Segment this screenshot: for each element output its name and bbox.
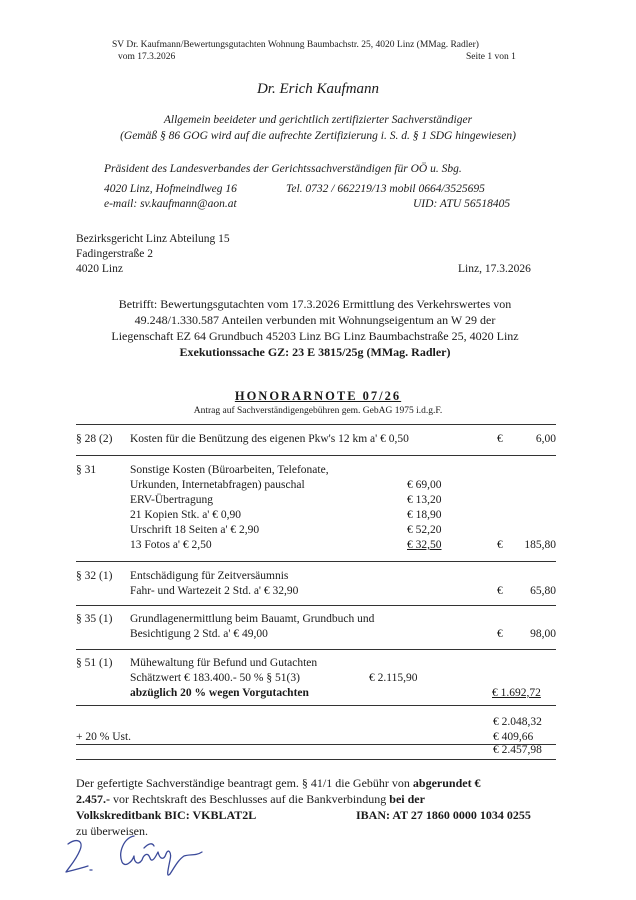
letterhead-uid: UID: ATU 56518405	[413, 198, 511, 210]
item-4-total: 98,00	[530, 628, 556, 640]
item-2-line-3: ERV-Übertragung	[130, 494, 213, 506]
closing-line-1-text: Der gefertigte Sachverständige beantragt gem. § 41/1 die Gebühr von	[76, 776, 413, 790]
recipient-line-1: Bezirksgericht Linz Abteilung 15	[76, 233, 230, 245]
item-2-value-3: € 13,20	[407, 494, 442, 506]
item-2-paragraph: § 31	[76, 464, 97, 476]
closing-line-2-text: vor Rechtskraft des Beschlusses auf die Bankverbindung	[110, 792, 390, 806]
item-2-value-4: € 18,90	[407, 509, 442, 521]
item-2-total: 185,80	[524, 539, 556, 551]
signature-icon	[62, 826, 222, 886]
closing-line-1-amount-label: abgerundet €	[412, 776, 481, 790]
letterhead-email: e-mail: sv.kaufmann@aon.at	[104, 198, 237, 210]
subtotal: € 2.048,32	[493, 716, 542, 728]
item-4-line-2: Besichtigung 2 Std. a' € 49,00	[130, 628, 268, 640]
item-5-line-1: Mühewaltung für Befund und Gutachten	[130, 657, 318, 669]
item-2-value-2: € 69,00	[407, 479, 442, 491]
item-4-line-1: Grundlagenermittlung beim Bauamt, Grundbuch und	[130, 613, 375, 625]
item-5-total: € 1.692,72	[492, 687, 541, 699]
letter-date: Linz, 17.3.2026	[458, 263, 531, 275]
item-5-value: € 2.115,90	[369, 672, 418, 684]
recipient-line-3: 4020 Linz	[76, 263, 123, 275]
item-2-line-6: 13 Fotos a' € 2,50	[130, 539, 212, 551]
invoice-title: HONORARNOTE 07/26	[234, 389, 402, 403]
tax-amount: € 409,66	[493, 731, 534, 743]
closing-amount: 2.457.-	[76, 792, 110, 806]
item-1-text: Kosten für die Benützung des eigenen Pkw's 12 km a' € 0,50	[130, 433, 409, 445]
header-page-number: Seite 1 von 1	[466, 52, 516, 62]
item-2-value-6: € 32,50	[407, 539, 442, 551]
closing-line-2	[76, 792, 425, 807]
letterhead-president: Präsident des Landesverbandes der Gerichtssachverständigen für OÖ u. Sbg.	[104, 163, 462, 175]
item-2-line-4: 21 Kopien Stk. a' € 0,90	[130, 509, 241, 521]
letterhead-title: Allgemein beeideter und gerichtlich zertifizierter Sachverständiger	[163, 114, 473, 126]
item-3-line-1: Entschädigung für Zeitversäumnis	[130, 570, 289, 582]
divider-1	[76, 455, 556, 456]
item-4-paragraph: § 35 (1)	[76, 613, 113, 625]
divider-7	[76, 759, 556, 760]
subject-line-3: Liegenschaft EZ 64 Grundbuch 45203 Linz BG Linz Baumbachstraße 25, 4020 Linz	[111, 329, 519, 343]
letterhead-phone: Tel. 0732 / 662219/13 mobil 0664/3525695	[286, 183, 485, 195]
divider-3	[76, 605, 556, 606]
item-1-total: 6,00	[535, 433, 556, 445]
letterhead-note: (Gemäß § 86 GOG wird auf die aufrechte Zertifizierung i. S. d. § 1 SDG hingewiesen)	[120, 130, 516, 142]
item-1-currency: €	[497, 433, 503, 445]
item-1-paragraph: § 28 (2)	[76, 433, 113, 445]
item-5-paragraph: § 51 (1)	[76, 657, 113, 669]
invoice-subtitle: Antrag auf Sachverständigengebühren gem. GebAG 1975 i.d.g.F.	[193, 406, 443, 416]
divider-2	[76, 561, 556, 562]
letterhead-address: 4020 Linz, Hofmeindlweg 16	[104, 183, 237, 195]
item-2-value-5: € 52,20	[407, 524, 442, 536]
tax-label: + 20 % Ust.	[76, 731, 132, 743]
header-line-2: vom 17.3.2026	[118, 52, 176, 62]
closing-iban: IBAN: AT 27 1860 0000 1034 0255	[356, 808, 531, 822]
grand-total: € 2.457,98	[493, 744, 542, 756]
closing-bic: Volkskreditbank BIC: VKBLAT2L	[76, 808, 257, 822]
item-3-line-2: Fahr- und Wartezeit 2 Std. a' € 32,90	[130, 585, 299, 597]
closing-line-1	[76, 776, 481, 791]
item-3-paragraph: § 32 (1)	[76, 570, 113, 582]
item-5-deduction: abzüglich 20 % wegen Vorgutachten	[130, 687, 309, 699]
item-3-currency: €	[497, 585, 503, 597]
divider-4	[76, 649, 556, 650]
header-line-1: SV Dr. Kaufmann/Bewertungsgutachten Wohnung Baumbachstr. 25, 4020 Linz (MMag. Radler)	[112, 40, 479, 50]
closing-line-2-bank: bei der	[389, 792, 425, 806]
item-5-line-2: Schätzwert € 183.400.- 50 % § 51(3)	[130, 672, 300, 684]
divider-top	[76, 424, 556, 425]
subject-line-2: 49.248/1.330.587 Anteilen verbunden mit Wohnungseigentum an W 29 der	[134, 313, 496, 327]
letterhead-name: Dr. Erich Kaufmann	[256, 81, 380, 97]
item-2-line-5: Urschrift 18 Seiten a' € 2,90	[130, 524, 260, 536]
subject-case-number: Exekutionssache GZ: 23 E 3815/25g (MMag. Radler)	[179, 345, 451, 359]
divider-6	[76, 744, 556, 745]
closing-line-4: zu überweisen.	[76, 824, 148, 838]
subject-line-1: Betrifft: Bewertungsgutachten vom 17.3.2026 Ermittlung des Verkehrswertes von	[118, 297, 512, 311]
item-2-currency: €	[497, 539, 503, 551]
item-2-line-2: Urkunden, Internetabfragen) pauschal	[130, 479, 305, 491]
item-4-currency: €	[497, 628, 503, 640]
item-2-line-1: Sonstige Kosten (Büroarbeiten, Telefonate,	[130, 464, 329, 476]
recipient-line-2: Fadingerstraße 2	[76, 248, 153, 260]
item-3-total: 65,80	[530, 585, 556, 597]
divider-5	[76, 705, 556, 706]
